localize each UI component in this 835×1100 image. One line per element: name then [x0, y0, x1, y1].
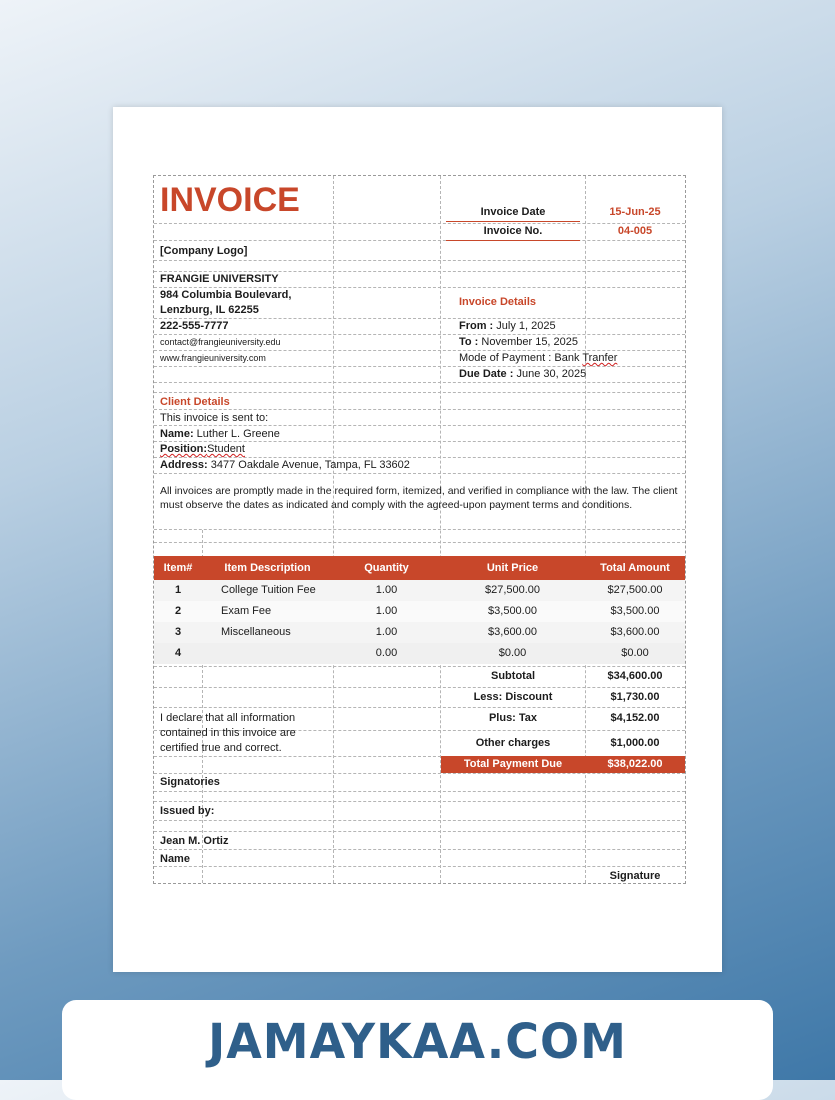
total-payment-due-label: Total Payment Due	[463, 758, 563, 770]
row-unit-price: $0.00	[498, 647, 527, 659]
row-unit-price: $3,500.00	[488, 605, 537, 617]
invoice-date-label: Invoice Date	[446, 206, 580, 222]
company-name: FRANGIE UNIVERSITY	[160, 273, 279, 285]
invoice-from: From : July 1, 2025	[459, 320, 556, 332]
subtotal-label: Subtotal	[491, 670, 535, 682]
table-row	[154, 580, 685, 601]
client-position: Position:Student	[160, 443, 245, 455]
invoice-grid	[153, 175, 686, 884]
client-sent-to: This invoice is sent to:	[160, 412, 269, 424]
issued-by-label: Issued by:	[160, 805, 215, 817]
header-item-number: Item#	[163, 562, 193, 574]
tax-label: Plus: Tax	[488, 712, 538, 724]
signatories-heading: Signatories	[160, 776, 220, 788]
signature-label: Signature	[609, 870, 661, 882]
row-item-number: 2	[174, 605, 182, 617]
row-description: Miscellaneous	[221, 626, 291, 638]
tax-value: $4,152.00	[610, 712, 660, 724]
discount-label: Less: Discount	[473, 691, 553, 703]
client-address: Address: 3477 Oakdale Avenue, Tampa, FL 33602	[160, 459, 410, 471]
invoice-title: INVOICE	[160, 181, 300, 219]
terms-paragraph: All invoices are promptly made in the required form, itemized, and verified in compliance with the law. The client must observe the dates as indicated and comply with the agreed-upon payment terms and conditions.	[160, 485, 678, 511]
company-address-line1: 984 Columbia Boulevard,	[160, 289, 292, 301]
row-total: $27,500.00	[607, 584, 663, 596]
row-description: College Tuition Fee	[221, 584, 316, 596]
other-charges-label: Other charges	[475, 737, 551, 749]
header-total-amount: Total Amount	[600, 562, 670, 574]
client-name: Name: Luther L. Greene	[160, 428, 280, 440]
invoice-details-heading: Invoice Details	[459, 296, 537, 308]
table-row	[154, 643, 685, 664]
total-payment-due-bar	[441, 756, 685, 773]
header-item-description: Item Description	[224, 562, 311, 574]
company-website: www.frangieuniversity.com	[160, 353, 266, 363]
subtotal-value: $34,600.00	[607, 670, 663, 682]
invoice-date-value: 15-Jun-25	[609, 206, 661, 218]
row-quantity: 0.00	[375, 647, 398, 659]
company-phone: 222-555-7777	[160, 320, 229, 332]
footer-card	[62, 1000, 773, 1100]
signatory-name-label: Name	[160, 853, 190, 865]
row-item-number: 1	[174, 584, 182, 596]
invoice-to: To : November 15, 2025	[459, 336, 579, 348]
other-charges-value: $1,000.00	[610, 737, 660, 749]
company-address-line2: Lenzburg, IL 62255	[160, 304, 259, 316]
signatory-person: Jean M. Ortiz	[160, 835, 229, 847]
company-logo-placeholder: [Company Logo]	[160, 245, 248, 257]
row-total: $3,500.00	[610, 605, 660, 617]
company-email: contact@frangieuniversity.edu	[160, 337, 281, 347]
invoice-no-label: Invoice No.	[446, 225, 580, 241]
row-item-number: 3	[174, 626, 182, 638]
row-quantity: 1.00	[375, 626, 398, 638]
total-payment-due-value: $38,022.00	[607, 758, 663, 770]
mode-of-payment: Mode of Payment : Bank Tranfer	[459, 352, 618, 364]
client-details-heading: Client Details	[160, 396, 230, 408]
invoice-page	[113, 107, 722, 972]
invoice-no-value: 04-005	[617, 225, 653, 237]
row-quantity: 1.00	[375, 605, 398, 617]
row-unit-price: $3,600.00	[488, 626, 537, 638]
table-row	[154, 601, 685, 622]
row-total: $0.00	[621, 647, 649, 659]
row-quantity: 1.00	[375, 584, 398, 596]
due-date: Due Date : June 30, 2025	[459, 368, 587, 380]
brand-logo-text[interactable]: JAMAYKAA.COM	[208, 1012, 627, 1070]
items-table-header	[154, 556, 685, 580]
row-total: $3,600.00	[610, 626, 660, 638]
header-unit-price: Unit Price	[486, 562, 539, 574]
table-row	[154, 622, 685, 643]
discount-value: $1,730.00	[610, 691, 660, 703]
header-quantity: Quantity	[364, 562, 409, 574]
row-description: Exam Fee	[221, 605, 272, 617]
row-unit-price: $27,500.00	[484, 584, 541, 596]
row-item-number: 4	[174, 647, 182, 659]
declaration-text: I declare that all information contained in this invoice are certified true and correct.	[160, 712, 296, 754]
